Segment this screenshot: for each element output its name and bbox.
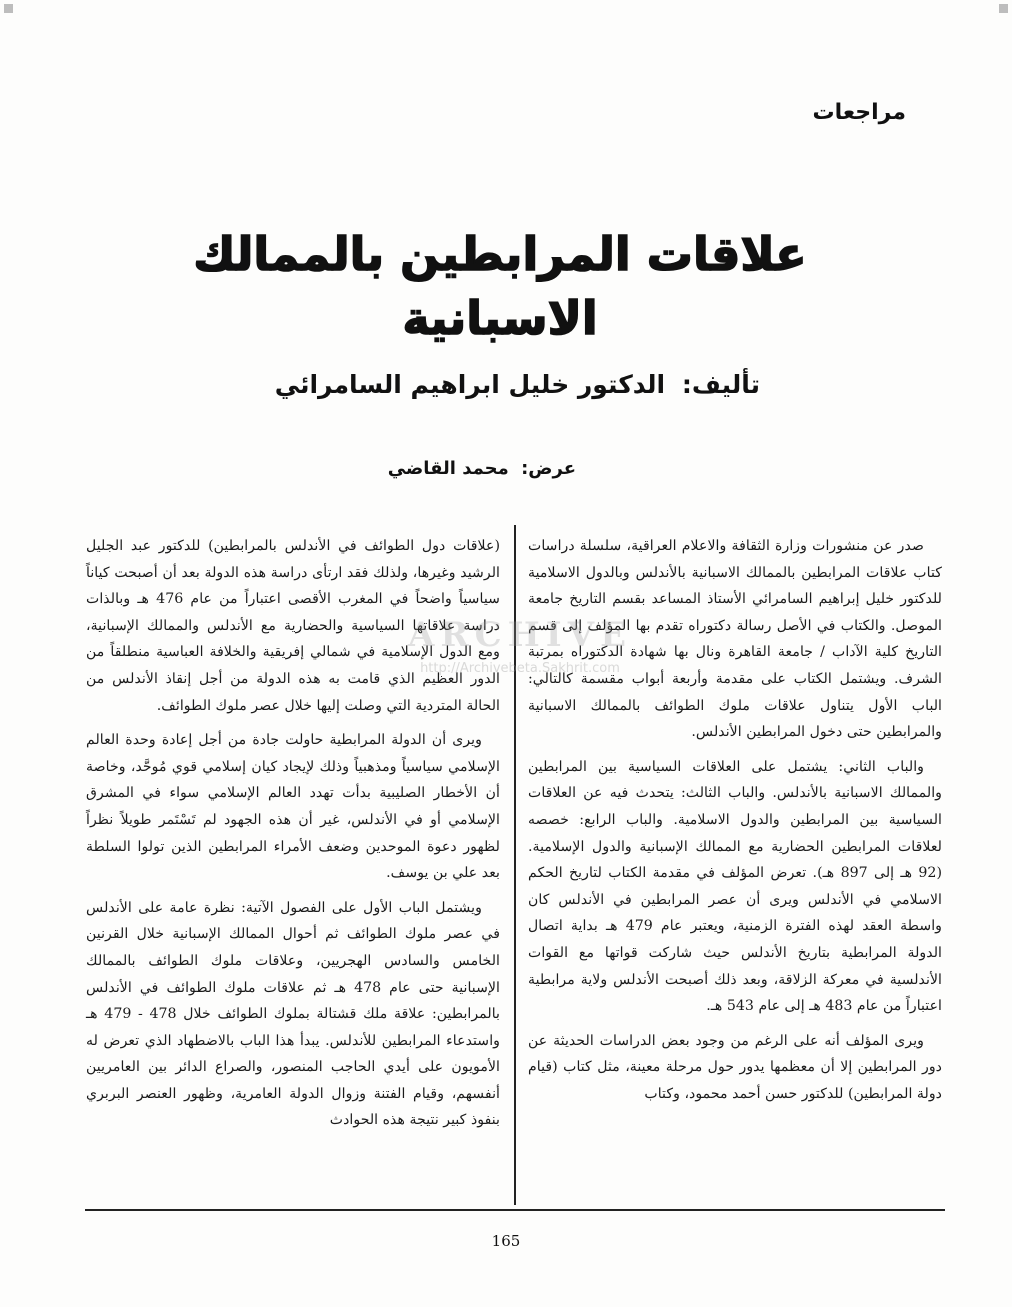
article-title <box>150 222 850 350</box>
reviewer-name: محمد القاضي <box>387 458 509 479</box>
reviewer-label: عرض: <box>521 458 576 479</box>
author-line <box>275 370 760 399</box>
section-label: مراجعات <box>812 100 906 125</box>
paragraph: (علاقات دول الطوائف في الأندلس بالمرابطين) للدكتور عبد الجليل الرشيد وغيرها، ولذلك فقد ارتأى دراسة هذه الدولة بعد أن أصبحت كياناً سياسياً واضحاً في المغرب الأقصى اعتباراً من عام 476 هـ وبالذات دراسة علاقاتها السياسية والحضارية مع الأندلس والممالك الإسبانية، ومع الدول الإسلامية في شمالي إفريقية والخلافة العباسية منطلقاً من الدور العظيم الذي قامت به هذه الدولة من أجل إنقاذ الأندلس من الحالة المتردية التي وصلت إليها خلال عصر ملوك الطوائف. <box>86 538 500 714</box>
article-title-line-1: علاقات المرابطين بالممالك <box>193 227 807 281</box>
page-number: 165 <box>491 1232 521 1250</box>
paragraph: ويرى أن الدولة المرابطية حاولت جادة من أجل إعادة وحدة العالم الإسلامي سياسياً ومذهبياً وذلك لإيجاد كيان إسلامي قوي مُوحَّد، وخاصة أن الأخطار الصليبية بدأت تهدد العالم الإسلامي سواء في المشرق الإسلامي أو في الأندلس، غير أن هذه الجهود لم تَسْتَمر طويلاً نظراً لظهور دعوة الموحدين وضعف الأمراء المرابطين الذين تولوا السلطة بعد علي بن يوسف. <box>86 732 500 882</box>
paragraph: ويرى المؤلف أنه على الرغم من وجود بعض الدراسات الحديثة عن دور المرابطين إلا أن معظمها يدور حول مرحلة معينة، مثل كتاب (قيام دولة المرابطين) للدكتور حسن أحمد محمود، وكتاب <box>528 1032 942 1102</box>
column-divider <box>514 525 516 1205</box>
scan-corner-mark <box>4 4 13 13</box>
footer-rule <box>85 1209 945 1211</box>
author-name: الدكتور خليل ابراهيم السامرائي <box>274 370 666 399</box>
text-column-right <box>528 533 942 1115</box>
paragraph: صدر عن منشورات وزارة الثقافة والاعلام العراقية، سلسلة دراسات كتاب علاقات المرابطين بالممالك الاسبانية بالأندلس وبالدول الاسلامية للدكتور خليل إبراهيم السامرائي الأستاذ المساعد بقسم التاريخ جامعة الموصل. والكتاب في الأصل رسالة دكتوراه تقدم بها المؤلف إلى قسم التاريخ كلية الآداب / جامعة القاهرة ونال بها شهادة الدكتوراه بمرتبة الشرف. ويشتمل الكتاب على مقدمة وأربعة أبواب مقسمة كالتالي: الباب الأول يتناول علاقات ملوك الطوائف بالممالك الاسبانية والمرابطين حتى دخول المرابطين الأندلس. <box>528 538 942 741</box>
paragraph: والباب الثاني: يشتمل على العلاقات السياسية بين المرابطين والممالك الاسبانية بالأندلس. والباب الثالث: يتحدث فيه عن العلاقات السياسية بين المرابطين والدول الاسلامية. والباب الرابع: خصصه لعلاقات المرابطين الحضارية مع الممالك الإسبانية والدول الإسلامية. (92 هـ إلى 897 هـ). تعرض المؤلف في مقدمة الكتاب لتاريخ الحكم الاسلامي في الأندلس ويرى أن عصر المرابطين في الأندلس كان واسطة العقد لهذه الفترة الزمنية، ويعتبر عام 479 هـ بداية اتصال الدولة المرابطية بتاريخ الأندلس حيث شاركت قواتها مع القوات الأندلسية في معركة الزلاقة، وبعد ذلك أصبحت الأندلس ولاية مرابطية اعتباراً من عام 483 هـ إلى عام 543 هـ. <box>528 758 943 1015</box>
watermark-logo: ARCHIVE <box>407 615 633 655</box>
reviewer-line <box>388 458 576 479</box>
paragraph: ويشتمل الباب الأول على الفصول الآتية: نظرة عامة على الأندلس في عصر ملوك الطوائف ثم أحوال الممالك الإسبانية خلال القرنين الخامس والسادس الهجريين، وعلاقات ملوك الطوائف بالممالك الإسبانية حتى عام 478 هـ ثم علاقات ملوك الطوائف في الأندلس بالمرابطين: علاقة ملك قشتالة بملوك الطوائف خلال 478 - 479 هـ واستدعاء المرابطين للأندلس. يبدأ هذا الباب بالاضطهاد الذي تعرض له الأمويون على أيدي الحاجب المنصور، والصراع الدائر بين العامريين أنفسهم، وقيام الفتنة وزوال الدولة العامرية، وظهور العنصر البربري بنفوذ كبير نتيجة هذه الحوادث <box>86 899 500 1129</box>
watermark-url: http://Archivebeta.Sakhrit.com <box>420 661 620 676</box>
article-title-line-2: الاسبانية <box>402 291 598 345</box>
scan-corner-mark <box>999 4 1008 13</box>
author-label: تأليف: <box>681 370 760 399</box>
text-column-left <box>86 533 500 1142</box>
